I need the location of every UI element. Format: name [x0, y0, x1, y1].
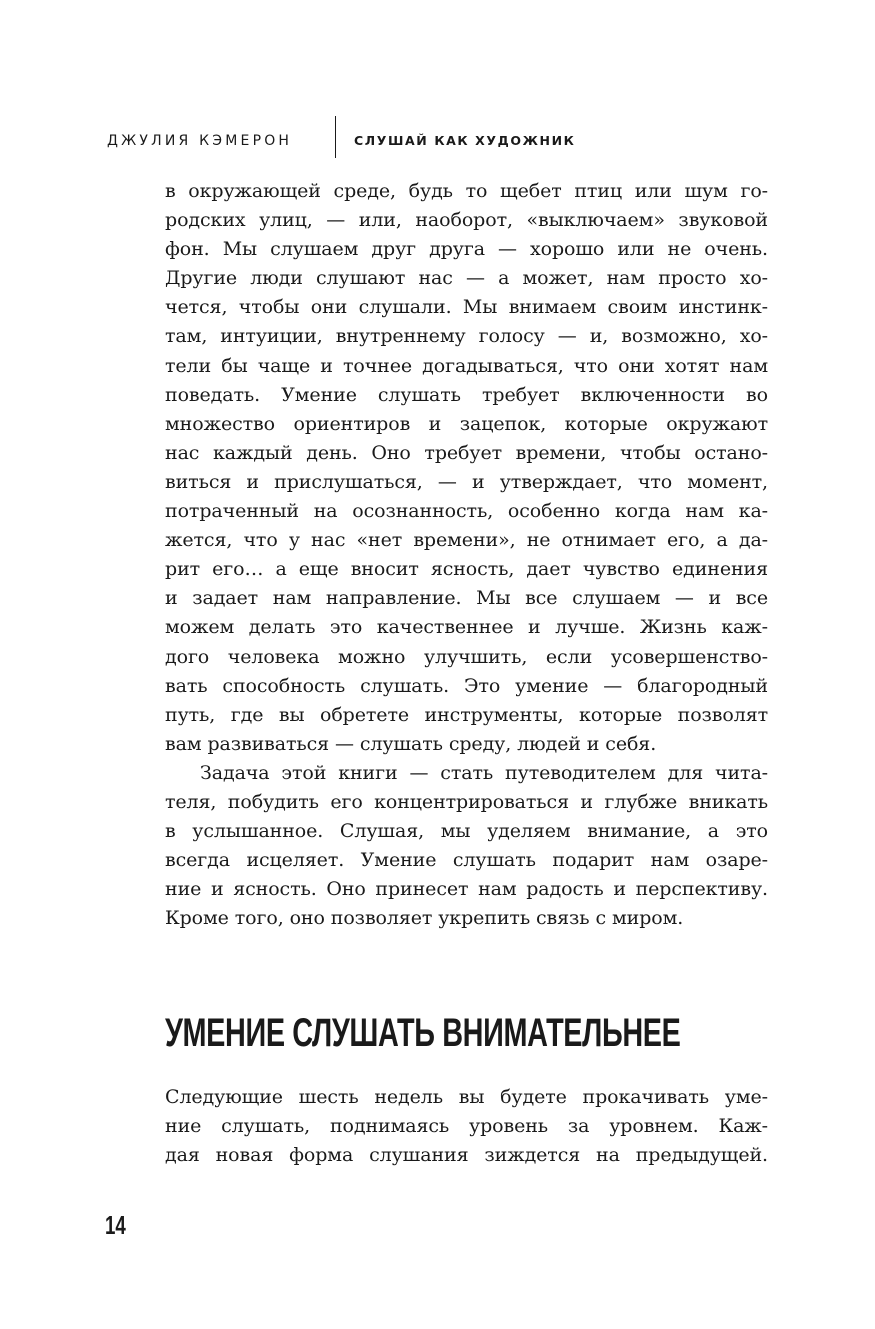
text-line: Другие люди слушают нас — а может, нам просто хо-: [165, 267, 768, 290]
paragraph-first-line: Задача этой книги — стать путеводителем для чита-: [200, 761, 768, 784]
text-line: чется, чтобы они слушали. Мы внимаем своим инстинк-: [165, 296, 768, 319]
text-line: дая новая форма слушания зиждется на предыдущей.: [165, 1144, 768, 1167]
running-head-author: ДЖУЛИЯ КЭМЕРОН: [107, 133, 293, 149]
text-line: в услышанное. Слушая, мы уделяем внимание, а это: [165, 820, 768, 843]
text-line: всегда исцеляет. Умение слушать подарит нам озаре-: [165, 849, 768, 872]
text-line: жется, что у нас «нет времени», не отнимает его, а да-: [165, 529, 768, 552]
text-line: вать способность слушать. Это умение — благородный: [165, 674, 768, 697]
text-line: фон. Мы слушаем друг друга — хорошо или не очень.: [165, 238, 768, 261]
text-line: ние и ясность. Оно принесет нам радость и перспективу.: [165, 878, 768, 901]
text-line: ние слушать, поднимаясь уровень за уровнем. Каж-: [165, 1115, 768, 1138]
text-line: поведать. Умение слушать требует включенности во: [165, 383, 768, 406]
text-line: виться и прислушаться, — и утверждает, что момент,: [165, 470, 768, 493]
text-line: родских улиц, — или, наоборот, «выключаем» звуковой: [165, 209, 768, 232]
page-number: 14: [105, 1210, 126, 1240]
text-line: множество ориентиров и зацепок, которые окружают: [165, 412, 768, 435]
text-line: в окружающей среде, будь то щебет птиц или шум го-: [165, 180, 768, 202]
section-body-text: [165, 1083, 768, 1170]
running-head: [0, 128, 875, 158]
text-line: Следующие шесть недель вы будете прокачивать уме-: [165, 1086, 768, 1108]
text-line: тели бы чаще и точнее догадываться, что они хотят нам: [165, 354, 768, 377]
text-line: рит его… а еще вносит ясность, дает чувство единения: [165, 558, 768, 581]
running-head-divider: [335, 116, 336, 158]
text-line: можем делать это качественнее и лучше. Жизнь каж-: [165, 616, 768, 639]
text-line: и задает нам направление. Мы все слушаем — и все: [165, 587, 768, 610]
section-heading: УМЕНИЕ СЛУШАТЬ ВНИМАТЕЛЬНЕЕ: [165, 1011, 681, 1055]
text-line: потраченный на осознанность, особенно когда нам ка-: [165, 500, 768, 523]
running-head-book-title: СЛУШАЙ КАК ХУДОЖНИК: [354, 133, 576, 148]
text-line: теля, побудить его концентрироваться и глубже вникать: [165, 790, 768, 813]
paragraph-last-line: вам развиваться — слушать среду, людей и себя.: [165, 732, 657, 755]
body-text: [165, 177, 768, 933]
text-line: путь, где вы обретете инструменты, которые позволят: [165, 703, 768, 726]
text-line: там, интуиции, внутреннему голосу — и, возможно, хо-: [165, 325, 768, 348]
text-line: дого человека можно улучшить, если усовершенство-: [165, 645, 768, 668]
text-line: нас каждый день. Оно требует времени, чтобы остано-: [165, 441, 768, 464]
paragraph-last-line: Кроме того, оно позволяет укрепить связь с миром.: [165, 907, 684, 930]
